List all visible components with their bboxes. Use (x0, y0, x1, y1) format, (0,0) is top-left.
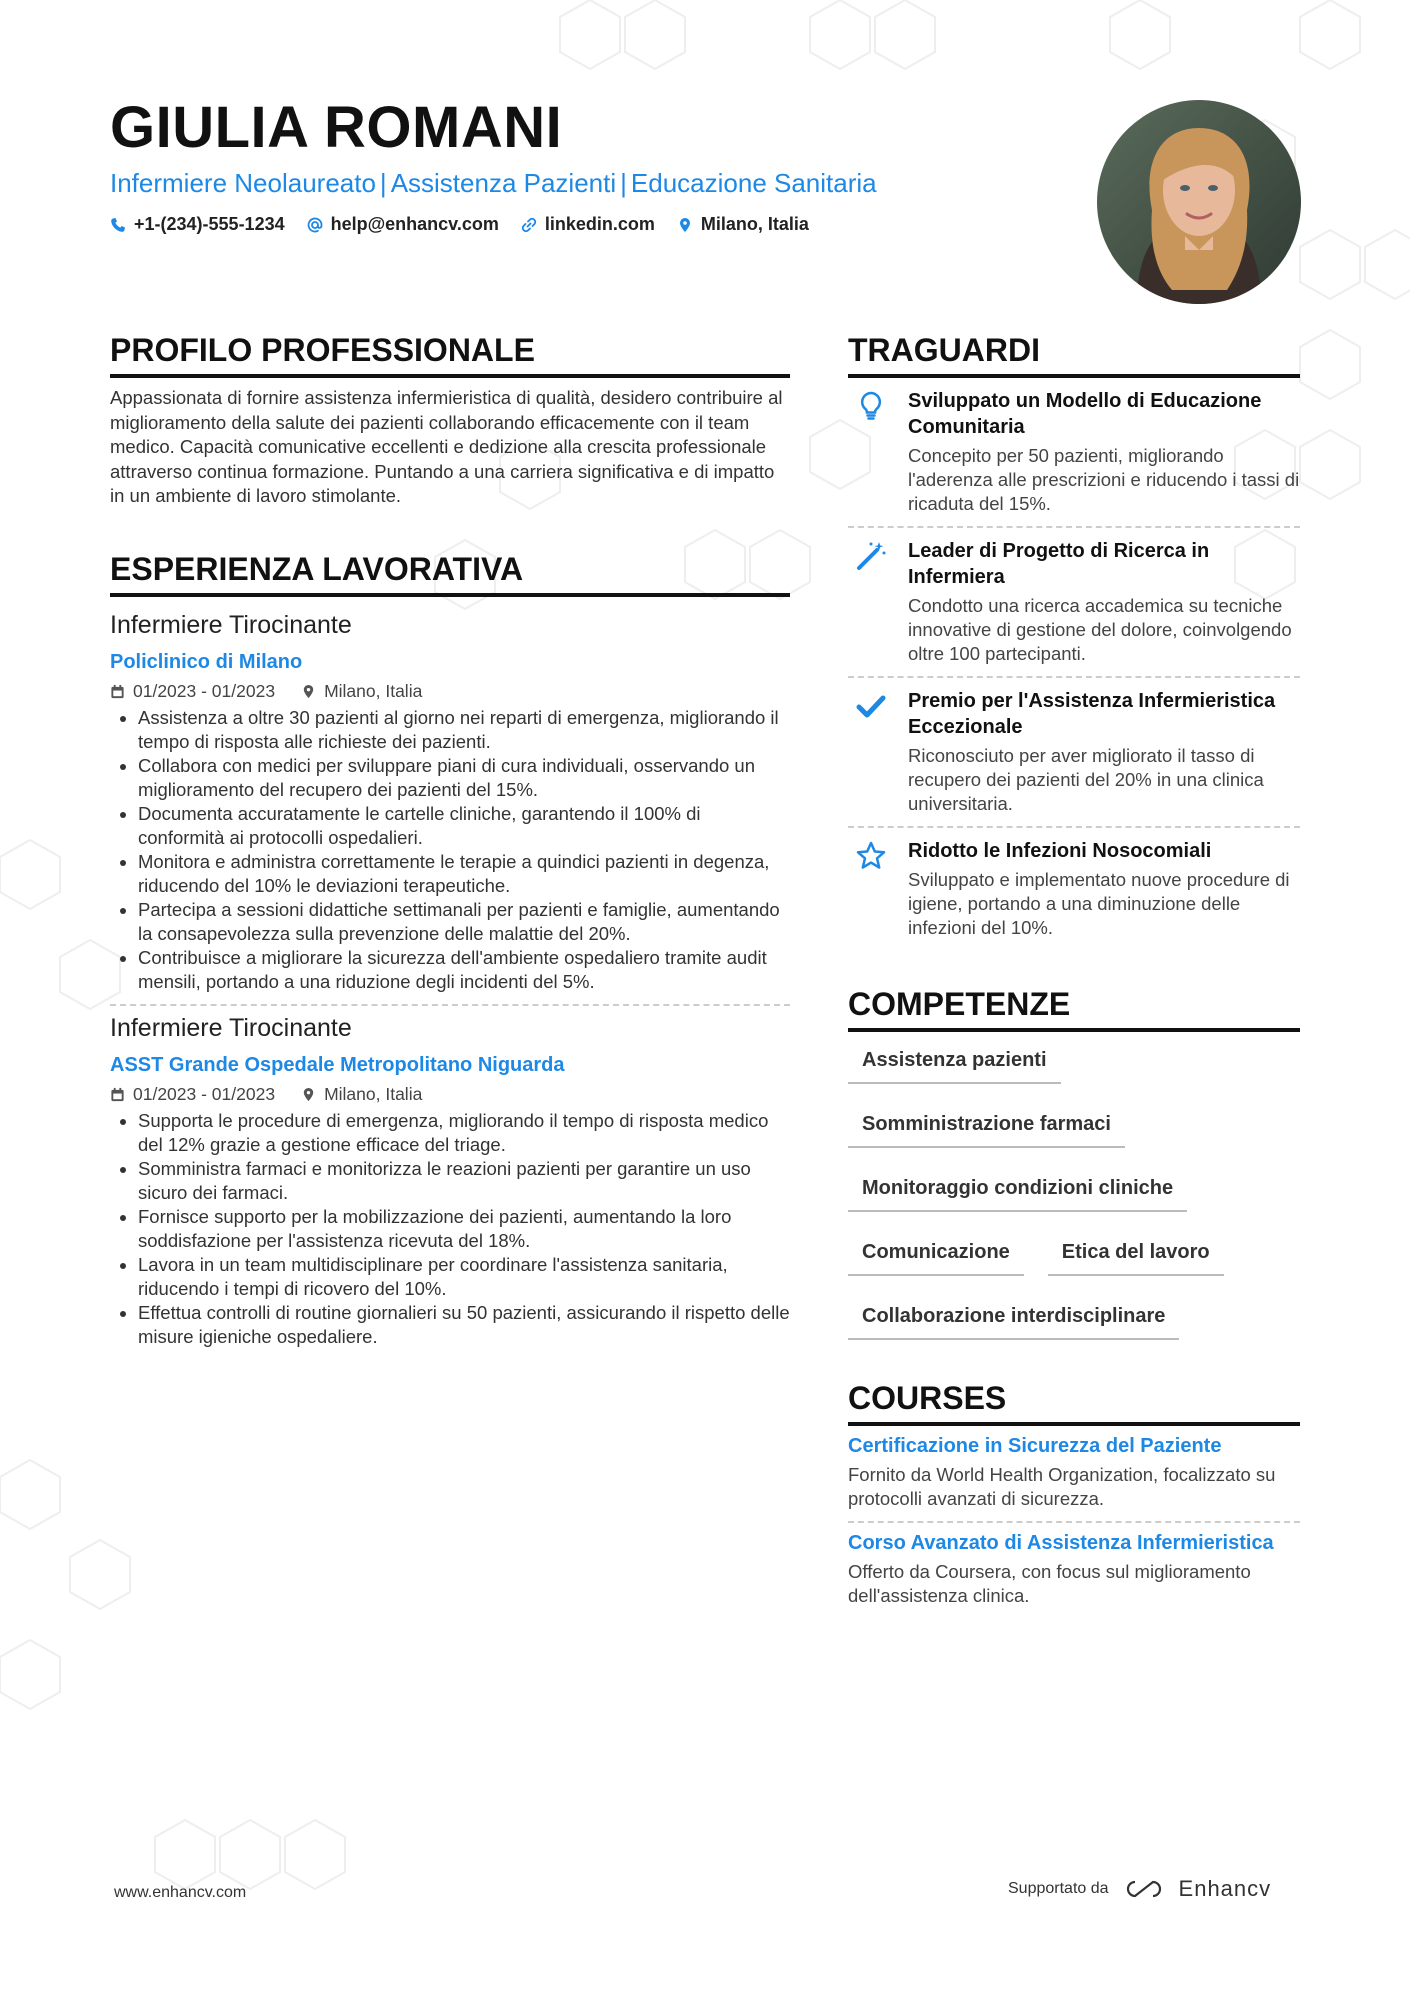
magic-wand-icon (855, 540, 887, 572)
profile-summary: Appassionata di fornire assistenza infermieristica di qualità, desidero contribuire al miglioramento della salute dei pazienti collaborando efficacemente con il team medico. Capacità comunicative eccellenti e dedizione alla crescita professionale attraverso continua formazione. Puntando a una carriera significativa e di impatto in un ambiente di lavoro stimolante. (110, 387, 783, 506)
contact-bar (110, 214, 1070, 235)
achievement-desc: Sviluppato e implementato nuove procedure di igiene, portando a una diminuzione delle infezioni del 10%. (908, 869, 1290, 938)
candidate-name: GIULIA ROMANI (110, 95, 563, 160)
headline-separator: | (620, 168, 627, 198)
section-title-profile: PROFILO PROFESSIONALE (110, 330, 790, 378)
achievement-item (848, 526, 1300, 676)
link-icon (521, 217, 537, 233)
skill-tag: Assistenza pazienti (848, 1046, 1061, 1084)
list-item: • Contribuisce a migliorare la sicurezza dell'ambiente ospedaliero tramite audit mensili, portando a una riduzione degli incidenti del 5%. (138, 946, 790, 994)
achievement-desc: Riconosciuto per aver migliorato il tasso di recupero dei pazienti del 20% in una clinica universitaria. (908, 745, 1264, 814)
headline-title: Infermiere Neolaureato (110, 168, 376, 198)
headline-title: Educazione Sanitaria (630, 168, 877, 198)
checkmark-icon (855, 690, 887, 722)
achievement-item (848, 826, 1300, 950)
phone-icon (110, 217, 126, 233)
skill-tag: Comunicazione (848, 1238, 1024, 1276)
job-bullets (110, 1109, 790, 1349)
job-location: Milano, Italia (324, 1083, 423, 1104)
avatar (1097, 100, 1301, 304)
list-item: • Documenta accuratamente le cartelle cliniche, garantendo il 100% di conformità ai protocolli ospedalieri. (138, 802, 790, 850)
job-bullets (110, 706, 790, 994)
job-meta (110, 681, 790, 702)
job-title: Infermiere Tirocinante (110, 1013, 352, 1042)
section-title-experience: ESPERIENZA LAVORATIVA (110, 549, 790, 597)
linkedin-url: linkedin.com (544, 214, 655, 234)
brand-name: Enhancv (1178, 1876, 1272, 1901)
job-dates: 01/2023 - 01/2023 (133, 1083, 276, 1104)
headline-title: Assistenza Pazienti (390, 168, 617, 198)
skills-list (848, 1046, 1300, 1340)
map-pin-icon (301, 684, 316, 699)
achievement-desc: Condotto una ricerca accademica su tecniche innovative di gestione del dolore, coinvolgendo oltre 100 partecipanti. (908, 595, 1292, 664)
list-item: • Monitora e administra correttamente le terapie a quindici pazienti in degenza, riducendo del 10% le deviazioni terapeutiche. (138, 850, 790, 898)
list-item: • Collabora con medici per sviluppare piani di cura individuali, osservando un miglioramento del recupero dei pazienti del 15%. (138, 754, 790, 802)
course-item (848, 1426, 1300, 1521)
job-dates: 01/2023 - 01/2023 (133, 680, 276, 701)
calendar-icon (110, 1087, 125, 1102)
course-desc: Offerto da Coursera, con focus sul miglioramento dell'assistenza clinica. (848, 1561, 1251, 1606)
profile-photo (1097, 100, 1301, 304)
contact-phone[interactable] (110, 214, 285, 235)
resume-header (110, 96, 1070, 235)
phone-number: +1-(234)-555-1234 (134, 214, 285, 234)
course-item (848, 1521, 1300, 1618)
list-item: • Fornisce supporto per la mobilizzazione dei pazienti, aumentando la loro soddisfazione per l'assistenza ricevuta del 18%. (138, 1205, 790, 1253)
footer-branding (1008, 1876, 1271, 1902)
list-item: • Assistenza a oltre 30 pazienti al giorno nei reparti di emergenza, migliorando il tempo di risposta alle richieste dei pazienti. (138, 706, 790, 754)
divider (110, 1004, 790, 1006)
list-item: • Supporta le procedure di emergenza, migliorando il tempo di risposta medico del 12% grazie a gestione efficace del triage. (138, 1109, 790, 1157)
section-title-courses: COURSES (848, 1378, 1300, 1426)
star-icon (855, 840, 887, 872)
company-name: Policlinico di Milano (110, 650, 303, 673)
left-column (110, 330, 790, 1349)
course-title: Certificazione in Sicurezza del Paziente (848, 1435, 1222, 1457)
skill-tag: Monitoraggio condizioni cliniche (848, 1174, 1187, 1212)
section-title-skills: COMPETENZE (848, 984, 1300, 1032)
company-name: ASST Grande Ospedale Metropolitano Niguarda (110, 1053, 565, 1076)
job-title: Infermiere Tirocinante (110, 610, 352, 639)
headline-separator: | (379, 168, 387, 198)
job-entry (110, 1012, 790, 1349)
at-sign-icon (307, 217, 323, 233)
headline (110, 166, 1070, 200)
achievement-title: Leader di Progetto di Ricerca in Infermiera (908, 540, 1210, 588)
map-pin-icon (677, 217, 693, 233)
contact-linkedin[interactable] (521, 214, 655, 235)
section-title-achievements: TRAGUARDI (848, 330, 1300, 378)
powered-by-label: Supportato da (1008, 1880, 1109, 1897)
achievement-item (848, 676, 1300, 826)
enhancv-logo-icon (1121, 1876, 1167, 1902)
calendar-icon (110, 684, 125, 699)
footer-website[interactable]: www.enhancv.com (114, 1884, 247, 1901)
list-item: • Somministra farmaci e monitorizza le reazioni pazienti per garantire un uso sicuro dei farmaci. (138, 1157, 790, 1205)
contact-email[interactable] (307, 214, 499, 235)
course-title: Corso Avanzato di Assistenza Infermieristica (848, 1532, 1274, 1554)
achievement-item (848, 378, 1300, 526)
achievement-title: Premio per l'Assistenza Infermieristica Eccezionale (908, 690, 1276, 738)
list-item: • Effettua controlli di routine giornalieri su 50 pazienti, assicurando il rispetto delle misure igieniche ospedaliere. (138, 1301, 790, 1349)
achievement-title: Sviluppato un Modello di Educazione Comunitaria (908, 390, 1262, 438)
achievement-title: Ridotto le Infezioni Nosocomiali (908, 840, 1212, 862)
course-desc: Fornito da World Health Organization, focalizzato su protocolli avanzati di sicurezza. (848, 1464, 1276, 1509)
achievement-desc: Concepito per 50 pazienti, migliorando l'aderenza alle prescrizioni e riducendo i tassi di ricaduta del 15%. (908, 445, 1300, 514)
skill-tag: Collaborazione interdisciplinare (848, 1302, 1179, 1340)
contact-location (677, 214, 809, 235)
email-address: help@enhancv.com (330, 214, 499, 234)
skill-tag: Somministrazione farmaci (848, 1110, 1125, 1148)
skill-tag: Etica del lavoro (1048, 1238, 1224, 1276)
map-pin-icon (301, 1087, 316, 1102)
job-entry (110, 609, 790, 994)
list-item: • Lavora in un team multidisciplinare per coordinare l'assistenza sanitaria, riducendo i tempi di ricovero del 10%. (138, 1253, 790, 1301)
list-item: • Partecipa a sessioni didattiche settimanali per pazienti e famiglie, aumentando la consapevolezza sulla prevenzione delle malattie del 20%. (138, 898, 790, 946)
job-meta (110, 1084, 790, 1105)
location-text: Milano, Italia (700, 214, 809, 234)
lightbulb-icon (855, 390, 887, 422)
right-column (848, 330, 1300, 1618)
job-location: Milano, Italia (324, 680, 423, 701)
